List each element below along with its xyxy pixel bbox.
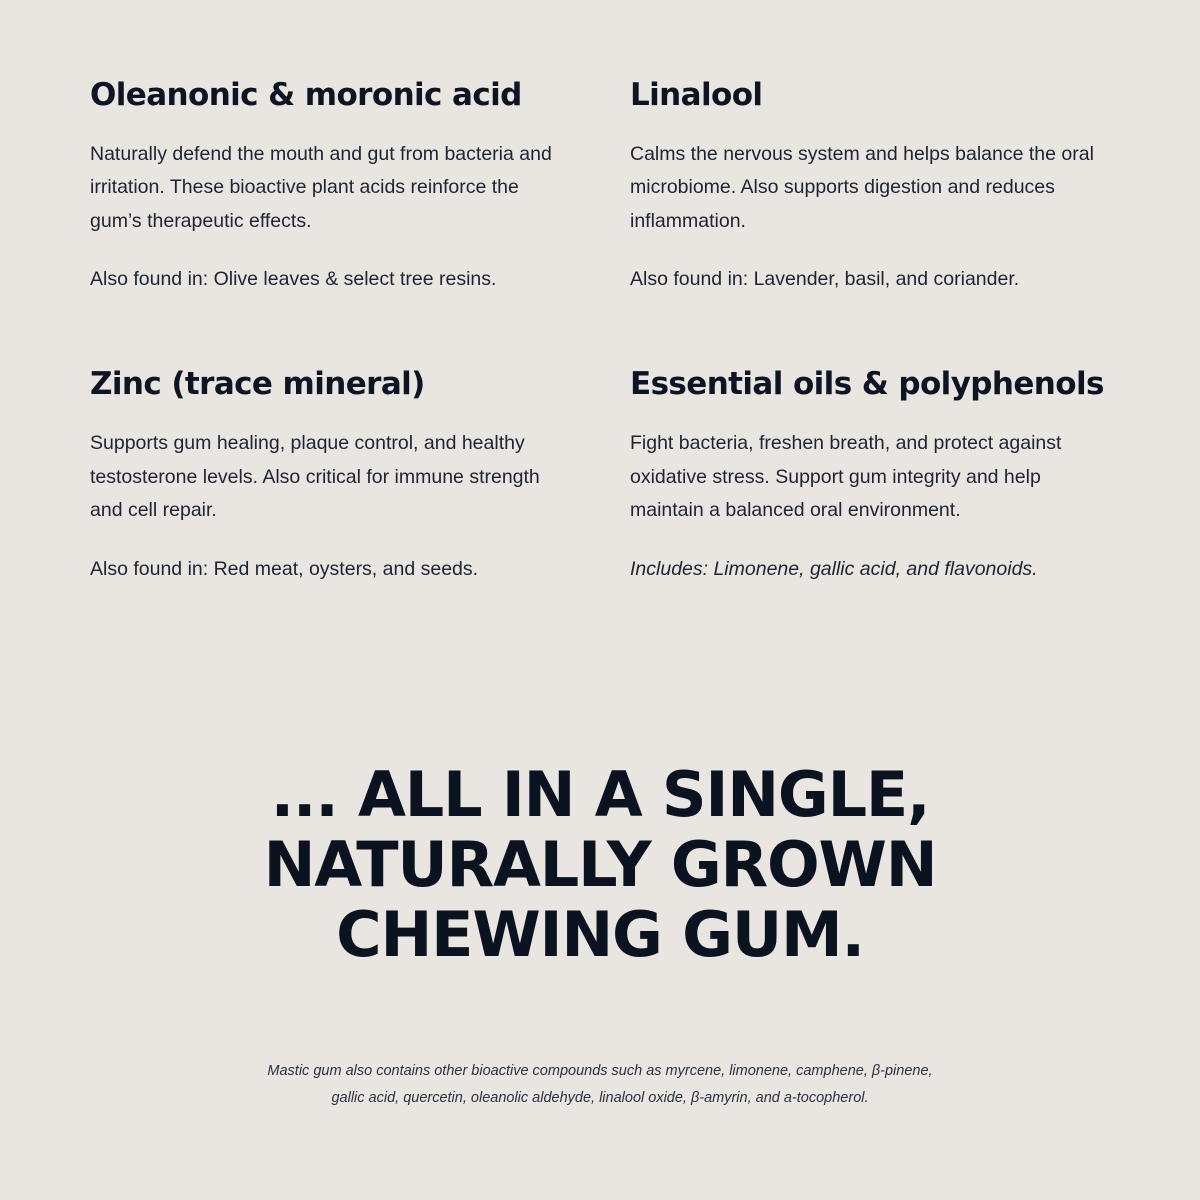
headline-line-1: ... ALL IN A SINGLE, [270,758,930,831]
ingredient-description: Calms the nervous system and helps balance the oral microbiome. Also supports digestion and reduces inflammation. [630,142,1094,232]
ingredient-also-found-in: Also found in: Olive leaves & select tree resins. [90,268,497,291]
ingredient-includes: Includes: Limonene, gallic acid, and flavonoids. [630,557,1038,580]
headline [0,760,1200,970]
ingredient-card-essential-oils-polyphenols [630,367,1110,584]
ingredient-title: Essential oils & polyphenols [630,366,1104,403]
ingredient-title: Oleanonic & moronic acid [90,77,522,113]
ingredient-title: Zinc (trace mineral) [90,366,425,403]
headline-line-2: NATURALLY GROWN [263,828,937,902]
headline-line-3: CHEWING GUM. [336,898,864,972]
ingredient-also-found-in: Also found in: Lavender, basil, and coriander. [630,268,1020,291]
ingredient-card-zinc [90,367,570,584]
ingredient-card-oleanonic-moronic-acid [90,78,570,295]
ingredient-card-linalool [630,78,1110,295]
footnote-line-2: gallic acid, quercetin, oleanolic aldehyde, linalool oxide, β-amyrin, and a-tocopherol. [331,1089,869,1106]
ingredient-grid [90,78,1110,585]
ingredient-description: Naturally defend the mouth and gut from bacteria and irritation. These bioactive plant acids reinforce the gum’s therapeutic effects. [90,142,552,232]
ingredient-also-found-in: Also found in: Red meat, oysters, and seeds. [90,557,479,580]
ingredient-description: Supports gum healing, plaque control, and healthy testosterone levels. Also critical for immune strength and cell repair. [90,432,540,522]
ingredient-description: Fight bacteria, freshen breath, and protect against oxidative stress. Support gum integrity and help maintain a balanced oral environment. [630,432,1062,522]
footnote [0,1058,1200,1112]
ingredient-title: Linalool [630,77,763,113]
footnote-line-1: Mastic gum also contains other bioactive compounds such as myrcene, limonene, camphene, β-pinene, [267,1063,933,1079]
